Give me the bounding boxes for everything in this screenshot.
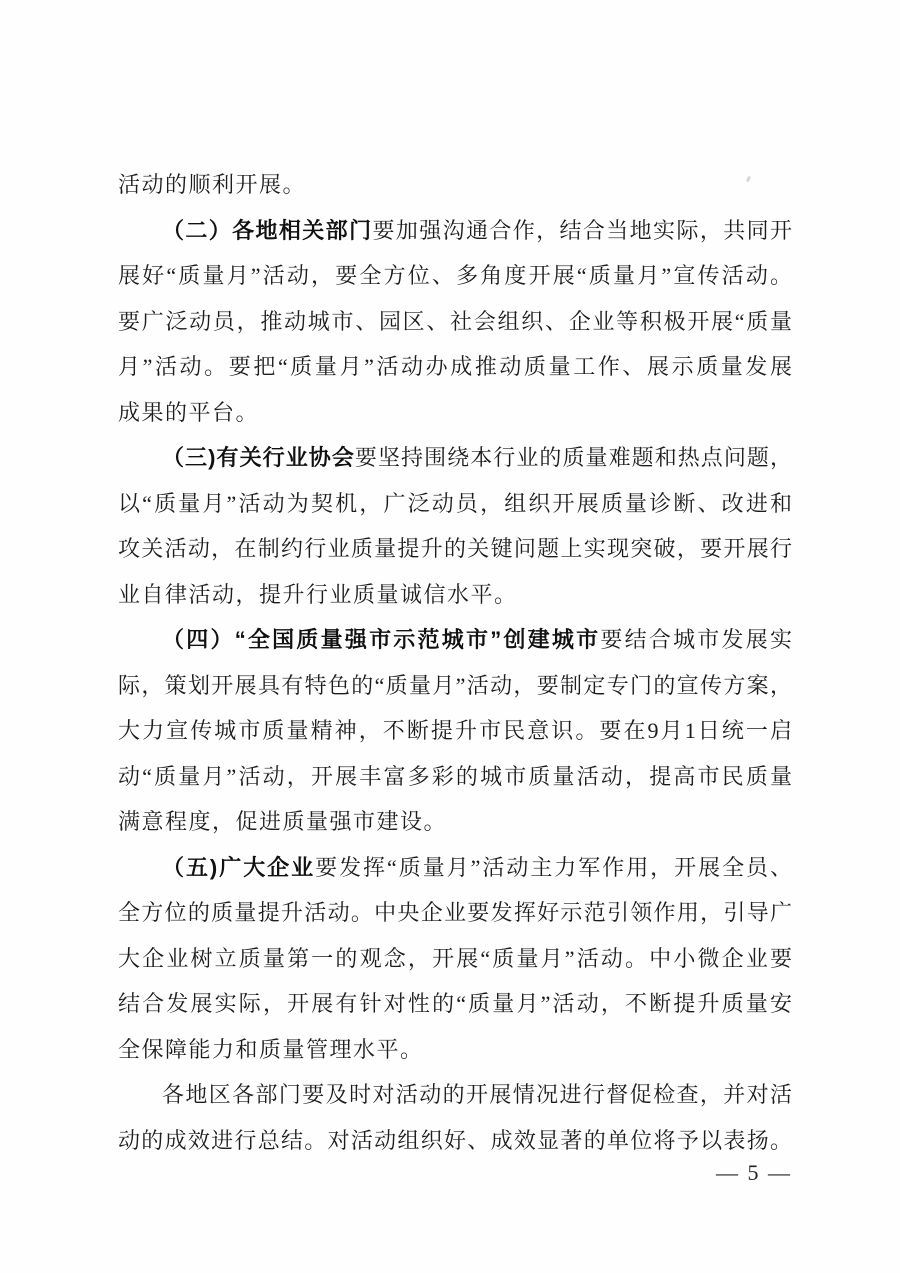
text-line — [118, 799, 792, 845]
line-text-segment: 全保障能力和质量管理水平。 — [118, 1036, 424, 1062]
line-text-segment: 满意程度，促进质量强市建设。 — [118, 809, 448, 834]
text-line — [118, 253, 792, 299]
section-3-title: （三)有关行业协会 — [162, 445, 355, 470]
line-text-segment: 活动的顺利开展。 — [118, 172, 307, 197]
text-line-section-3-heading — [118, 435, 792, 481]
text-line — [118, 1118, 792, 1164]
text-line — [118, 572, 792, 618]
line-text-segment: 要加强沟通合作，结合当地实际，共同开 — [372, 217, 792, 243]
section-5-title: （五)广大企业 — [162, 854, 316, 880]
line-text-segment: 结合发展实际，开展有针对性的“质量月”活动，不断提升质量安 — [118, 991, 792, 1016]
line-text-segment: 各地区各部门要及时对活动的开展情况进行督促检查，并对活 — [162, 1082, 792, 1107]
document-body — [118, 162, 792, 1189]
line-text-segment: 月”活动。要把“质量月”活动办成推动质量工作、展示质量发展 — [118, 354, 792, 379]
line-text-segment: 以“质量月”活动为契机，广泛动员，组织开展质量诊断、改进和 — [118, 490, 792, 516]
line-text-segment: 攻关活动，在制约行业质量提升的关键问题上实现突破，要开展行 — [118, 536, 792, 561]
text-line — [118, 299, 792, 345]
line-text-segment: 要广泛动员，推动城市、园区、社会组织、企业等积极开展“质量 — [118, 308, 792, 334]
text-line-closing-paragraph — [118, 1072, 792, 1118]
text-line — [118, 526, 792, 572]
line-text-segment: 大企业树立质量第一的观念，开展“质量月”活动。中小微企业要 — [118, 945, 792, 971]
text-line — [118, 481, 792, 527]
line-text-segment: 展好“质量月”活动，要全方位、多角度开展“质量月”宣传活动。 — [118, 263, 792, 288]
text-line-section-5-heading — [118, 845, 792, 891]
text-line-section-2-heading — [118, 208, 792, 254]
text-line — [118, 754, 792, 800]
text-line-section-4-heading — [118, 617, 792, 663]
text-line — [118, 981, 792, 1027]
section-4-title: （四）“全国质量强市示范城市”创建城市 — [162, 627, 601, 652]
line-text-segment: 动的成效进行总结。对活动组织好、成效显著的单位将予以表扬。 — [118, 1127, 792, 1153]
line-text-segment: 际，策划开展具有特色的“质量月”活动，要制定专门的宣传方案， — [118, 672, 792, 698]
text-line — [118, 708, 792, 754]
line-text-segment: 业自律活动，提升行业质量诚信水平。 — [118, 581, 518, 607]
page-number: — 5 — — [716, 1160, 792, 1185]
line-text-segment: 要坚持围绕本行业的质量难题和热点问题， — [354, 445, 792, 470]
text-line — [118, 936, 792, 982]
line-text-segment: 大力宣传城市质量精神，不断提升市民意识。要在9月1日统一启 — [118, 718, 792, 743]
text-line — [118, 890, 792, 936]
line-text-segment: 要结合城市发展实 — [600, 627, 792, 652]
text-line — [118, 390, 792, 436]
line-text-segment: 动“质量月”活动，开展丰富多彩的城市质量活动，提高市民质量 — [118, 763, 792, 789]
line-text-segment: 成果的平台。 — [118, 399, 260, 425]
text-line — [118, 1027, 792, 1073]
text-line — [118, 162, 792, 208]
line-text-segment: 全方位的质量提升活动。中央企业要发挥好示范引领作用，引导广 — [118, 900, 792, 925]
text-line — [118, 344, 792, 390]
text-line — [118, 663, 792, 709]
line-text-segment: 要发挥“质量月”活动主力军作用，开展全员、 — [315, 854, 793, 880]
section-2-title: （二）各地相关部门 — [162, 217, 373, 243]
